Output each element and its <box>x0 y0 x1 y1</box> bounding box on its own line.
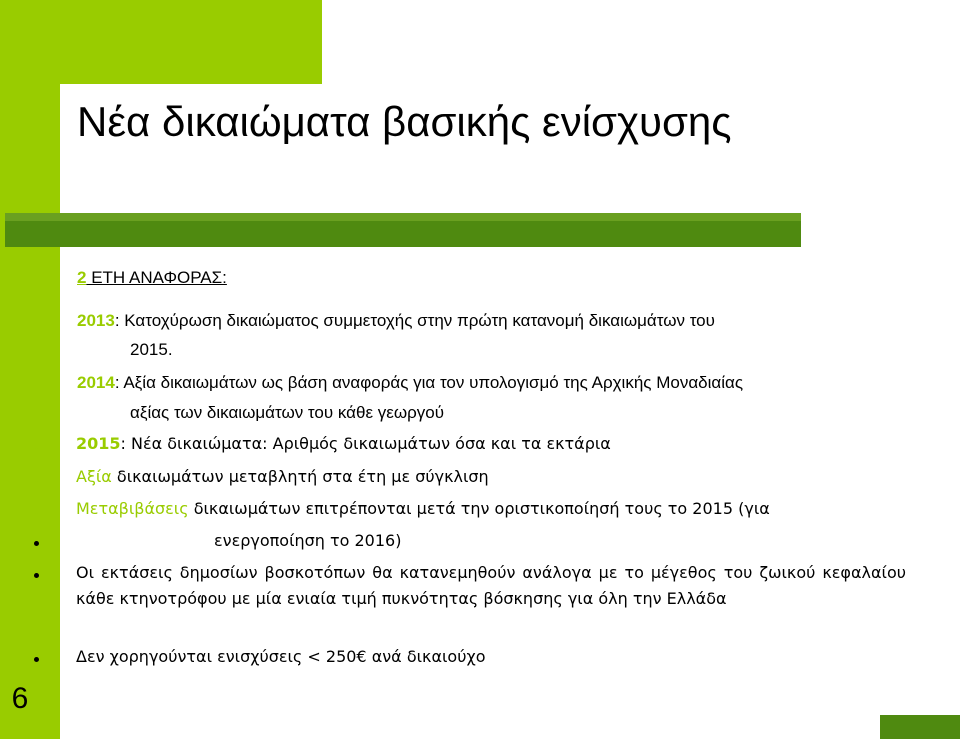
left-accent-bar <box>0 0 60 739</box>
year-2015: 2015 <box>76 434 121 453</box>
title-underline-highlight <box>5 213 801 221</box>
year-2014: 2014 <box>77 373 115 392</box>
bullet-icon <box>34 444 39 449</box>
heading-text: ΕΤΗ ΑΝΑΦΟΡΑΣ: <box>86 268 227 287</box>
slide-title: Νέα δικαιώματα βασικής ενίσχυσης <box>77 98 732 145</box>
slide-number: 6 <box>11 682 29 715</box>
transfers-highlight: Μεταβιβάσεις <box>76 499 189 518</box>
item-2014-continuation: αξίας των δικαιωμάτων του κάθε γεωργού <box>130 403 445 422</box>
item-2015 <box>76 434 611 453</box>
year-2013: 2013 <box>77 311 115 330</box>
bottom-right-accent <box>880 715 960 739</box>
heading-number: 2 <box>77 268 87 287</box>
item-2014 <box>77 373 743 393</box>
value-highlight: Αξία <box>76 467 112 486</box>
top-accent-block <box>0 0 322 84</box>
bullet-icon <box>34 657 39 662</box>
pastures-item: Οι εκτάσεις δημοσίων βοσκοτόπων θα κατανεμηθούν ανάλογα με το μέγεθος του ζωικού κεφαλαίου κάθε κτηνοτρόφου με μία ενιαία τιμή πυκνότητας βόσκησης για όλη την Ελλάδα <box>76 563 906 608</box>
transfers-item <box>76 499 770 518</box>
transfers-continuation: ενεργοποίηση το 2016) <box>214 531 402 550</box>
reference-years-heading <box>77 268 227 288</box>
item-2013-continuation: 2015. <box>130 340 173 359</box>
bullet-icon <box>34 509 39 514</box>
item-2013 <box>77 311 715 331</box>
item-2013-text: : Κατοχύρωση δικαιώματος συμμετοχής στην πρώτη κατανομή δικαιωμάτων του <box>114 311 715 330</box>
subsidy-item: Δεν χορηγούνται ενισχύσεις < 250€ ανά δικαιούχο <box>76 647 486 666</box>
item-2015-text: : Νέα δικαιώματα: Αριθμός δικαιωμάτων όσα και τα εκτάρια <box>120 434 611 453</box>
transfers-text: δικαιωμάτων επιτρέπονται μετά την οριστικοποίησή τους το 2015 (για <box>188 499 770 518</box>
bullet-icon <box>34 541 39 546</box>
bullet-icon <box>34 573 39 578</box>
item-2014-text: : Αξία δικαιωμάτων ως βάση αναφοράς για τον υπολογισμό της Αρχικής Μοναδιαίας <box>114 373 744 392</box>
bullet-icon <box>34 477 39 482</box>
value-text: δικαιωμάτων μεταβλητή στα έτη με σύγκλιση <box>111 467 489 486</box>
value-item <box>76 467 489 486</box>
